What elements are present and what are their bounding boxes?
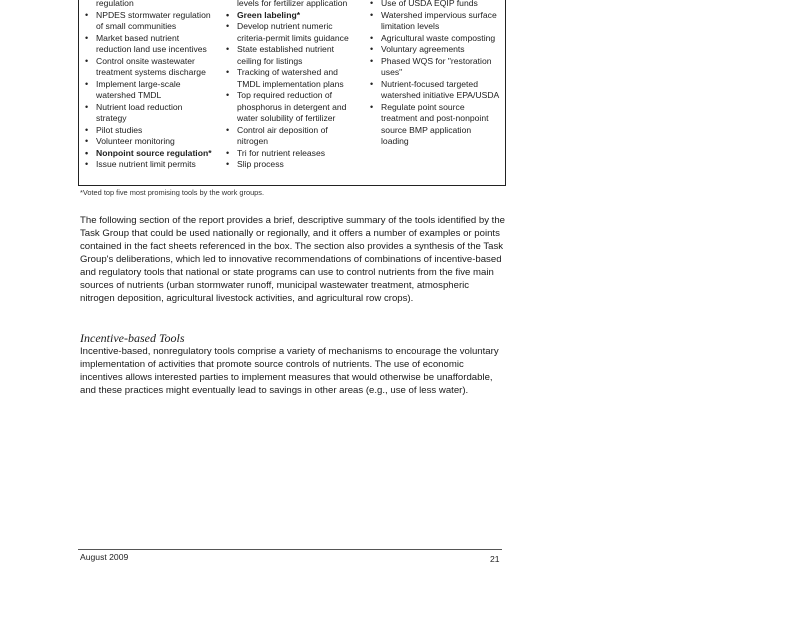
table-item-text: Market based nutrient reduction land use incentives: [96, 32, 207, 54]
table-list-item: [224, 159, 364, 171]
table-list-item: [368, 10, 504, 33]
bullet-icon: •: [85, 124, 89, 135]
table-list-item: [83, 33, 235, 56]
bullet-icon: •: [85, 136, 89, 146]
table-item-text: Develop nutrient numeric criteria-permit limits guidance: [237, 21, 349, 43]
bullet-icon: •: [370, 44, 374, 54]
table-list-item: [224, 67, 364, 90]
table-item-text: Control air deposition of nitrogen: [237, 124, 328, 146]
table-item-text: levels for fertilizer application: [237, 0, 348, 8]
table-item-text: Tri for nutrient releases: [237, 147, 326, 158]
table-item-text: State established nutrient ceiling for listings: [237, 44, 334, 66]
table-list-item: [224, 21, 364, 44]
bullet-icon: •: [85, 159, 89, 169]
table-list-item: [224, 125, 364, 148]
bullet-icon: •: [226, 90, 230, 100]
table-item-text: Green labeling*: [237, 9, 301, 20]
table-item-text: Issue nutrient limit permits: [96, 159, 196, 169]
table-list-item: [83, 10, 235, 33]
bullet-icon: •: [370, 101, 374, 112]
table-item-text: Pilot studies: [96, 124, 143, 135]
bullet-icon: •: [370, 9, 374, 20]
table-item-text: regulation: [96, 0, 134, 8]
table-list-item: [368, 44, 504, 56]
table-list-item: [83, 56, 235, 79]
footer-divider: [78, 549, 502, 550]
table-item-text: Tracking of watershed and TMDL implementation plans: [237, 67, 344, 89]
body-paragraph-incentive: Incentive-based, nonregulatory tools comprise a variety of mechanisms to encourage the voluntary implementation of activities that promote source controls of nutrients. The use of economic incentives allows interested parties to implement measures that would otherwise be unaffordable, and these practices might eventually lead to savings in other areas (e.g., use of less water).: [80, 346, 499, 396]
bullet-icon: •: [226, 44, 230, 54]
table-column-2: [224, 0, 364, 171]
table-item-text: Nutrient-focused targeted watershed initiative EPA/USDA: [381, 78, 500, 100]
table-list-item: [224, 10, 364, 22]
bullet-icon: •: [85, 9, 89, 20]
table-item-text: Control onsite wastewater treatment systems discharge: [96, 55, 206, 77]
table-item-text: Top required reduction of phosphorus in detergent and water solubility of fertilizer: [237, 90, 347, 123]
bullet-icon: •: [226, 21, 230, 31]
table-item-text: Nutrient load reduction strategy: [96, 101, 183, 123]
table-column-3: [368, 0, 504, 148]
table-item-text: Voluntary agreements: [381, 44, 465, 54]
table-list-item: [368, 102, 504, 148]
bullet-icon: •: [226, 147, 230, 158]
page-number: 21: [490, 554, 500, 564]
bullet-icon: •: [85, 147, 89, 158]
table-list-item: [83, 79, 235, 102]
table-list-item: [368, 79, 504, 102]
bullet-icon: •: [85, 78, 89, 89]
table-item-text: Use of USDA EQIP funds: [381, 0, 478, 8]
table-item-text: Slip process: [237, 159, 284, 169]
section-heading: Incentive-based Tools: [80, 331, 185, 345]
footer-date: August 2009: [80, 552, 129, 562]
table-item-text: Regulate point source treatment and post-nonpoint source BMP application loading: [381, 101, 489, 146]
bullet-icon: •: [226, 67, 230, 77]
bullet-icon: •: [226, 124, 230, 135]
table-item-text: Volunteer monitoring: [96, 136, 175, 146]
table-list-item: [368, 33, 504, 45]
table-list-item: [224, 0, 364, 10]
table-list-item: [83, 0, 235, 10]
bullet-icon: •: [370, 78, 374, 89]
bullet-icon: •: [85, 101, 89, 112]
table-footnote: *Voted top five most promising tools by the work groups.: [80, 188, 265, 197]
table-list-item: [224, 148, 364, 160]
bullet-icon: •: [370, 32, 374, 43]
table-list-item: [83, 102, 235, 125]
table-list-item: [83, 125, 235, 137]
table-item-text: Agricultural waste composting: [381, 32, 496, 43]
table-list-item: [224, 90, 364, 125]
body-paragraph-summary: The following section of the report provides a brief, descriptive summary of the tools identified by the Task Group that could be used nationally or regionally, and it offers a number of examples or points contained in the fact sheets referenced in the box. The section also provides a synthesis of the Task Group's deliberations, which led to innovative recommendations of combinations of incentive-based and regulatory tools that national or state programs can use to control nutrients from the five main sources of nutrients (urban stormwater runoff, municipal wastewater treatment, atmospheric nitrogen deposition, agricultural livestock activities, and agricultural row crops).: [80, 215, 506, 304]
table-item-text: Nonpoint source regulation*: [96, 147, 212, 158]
bullet-icon: •: [370, 0, 374, 8]
table-column-1: [83, 0, 235, 171]
table-list-item: [368, 56, 504, 79]
bullet-icon: •: [370, 55, 374, 66]
table-list-item: [83, 136, 235, 148]
table-item-text: NPDES stormwater regulation of small communities: [96, 9, 211, 31]
table-list-item: [83, 148, 235, 160]
table-item-text: Watershed impervious surface limitation levels: [381, 9, 497, 31]
bullet-icon: •: [85, 55, 89, 66]
bullet-icon: •: [226, 9, 230, 20]
table-list-item: [368, 0, 504, 10]
tools-table: [78, 0, 506, 186]
table-list-item: [224, 44, 364, 67]
bullet-icon: •: [226, 159, 230, 169]
bullet-icon: •: [85, 32, 89, 43]
table-item-text: Phased WQS for "restoration uses": [381, 55, 492, 77]
table-list-item: [83, 159, 235, 171]
table-item-text: Implement large-scale watershed TMDL: [96, 78, 181, 100]
